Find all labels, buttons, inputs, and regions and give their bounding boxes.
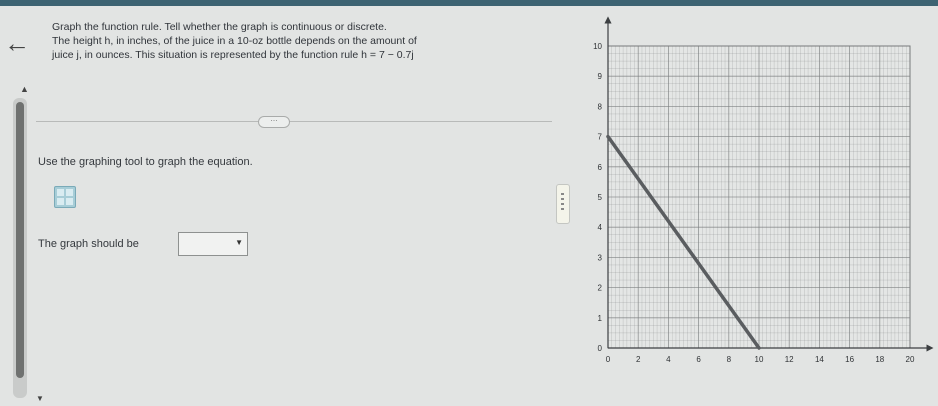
x-tick-label: 12 (784, 355, 794, 364)
x-tick-label: 14 (814, 355, 824, 364)
answer-dropdown[interactable] (178, 232, 248, 256)
y-tick-label: 7 (597, 132, 602, 142)
graph-tool-icon[interactable] (54, 186, 76, 208)
x-tick-label: 20 (905, 355, 915, 364)
x-tick-label: 18 (875, 355, 885, 364)
y-tick-label: 4 (597, 223, 602, 233)
graph-prompt: Use the graphing tool to graph the equation. (38, 156, 253, 168)
y-tick-label: 1 (597, 313, 602, 323)
question-line: Graph the function rule. Tell whether the graph is continuous or discrete. (52, 21, 387, 33)
x-tick-label: 4 (666, 355, 671, 364)
panel-handle-grip-icon (561, 193, 564, 213)
question-line: juice j, in ounces. This situation is represented by the function rule h = 7 − 0.7j (52, 49, 414, 61)
y-tick-label: 8 (597, 102, 602, 112)
graph-area[interactable] (570, 12, 938, 376)
graph-tool-cell (66, 198, 73, 205)
x-tick-label: 2 (635, 355, 641, 364)
caret-down-icon: ▼ (36, 394, 44, 403)
y-tick-label: 10 (593, 42, 602, 51)
scrollbar-thumb[interactable] (16, 102, 24, 378)
x-tick-label: 8 (726, 355, 732, 364)
question-page (0, 6, 938, 406)
chevron-down-icon: ▼ (235, 238, 243, 247)
y-tick-label: 3 (597, 253, 602, 263)
caret-up-icon: ▲ (20, 84, 29, 94)
answer-label: The graph should be (38, 238, 139, 250)
x-tick-label: 0 (605, 355, 611, 364)
show-more-button[interactable]: ⋯ (258, 116, 290, 128)
panel-resize-handle[interactable] (556, 184, 570, 224)
y-tick-label: 6 (597, 162, 602, 172)
back-arrow-icon[interactable]: ← (4, 28, 30, 58)
graph-tool-cell (57, 198, 64, 205)
y-tick-label: 9 (597, 72, 602, 82)
x-tick-label: 10 (754, 355, 764, 364)
graph-tool-cell (57, 189, 64, 196)
x-tick-label: 6 (696, 355, 701, 364)
x-tick-label: 16 (845, 355, 855, 364)
y-tick-label: 2 (597, 283, 602, 293)
question-text (52, 20, 552, 62)
y-tick-label: 5 (597, 193, 602, 202)
question-line: The height h, in inches, of the juice in a 10-oz bottle depends on the amount of (52, 35, 417, 47)
y-tick-label: 0 (597, 344, 602, 353)
graph-tool-cell (66, 189, 73, 196)
divider (36, 121, 552, 122)
